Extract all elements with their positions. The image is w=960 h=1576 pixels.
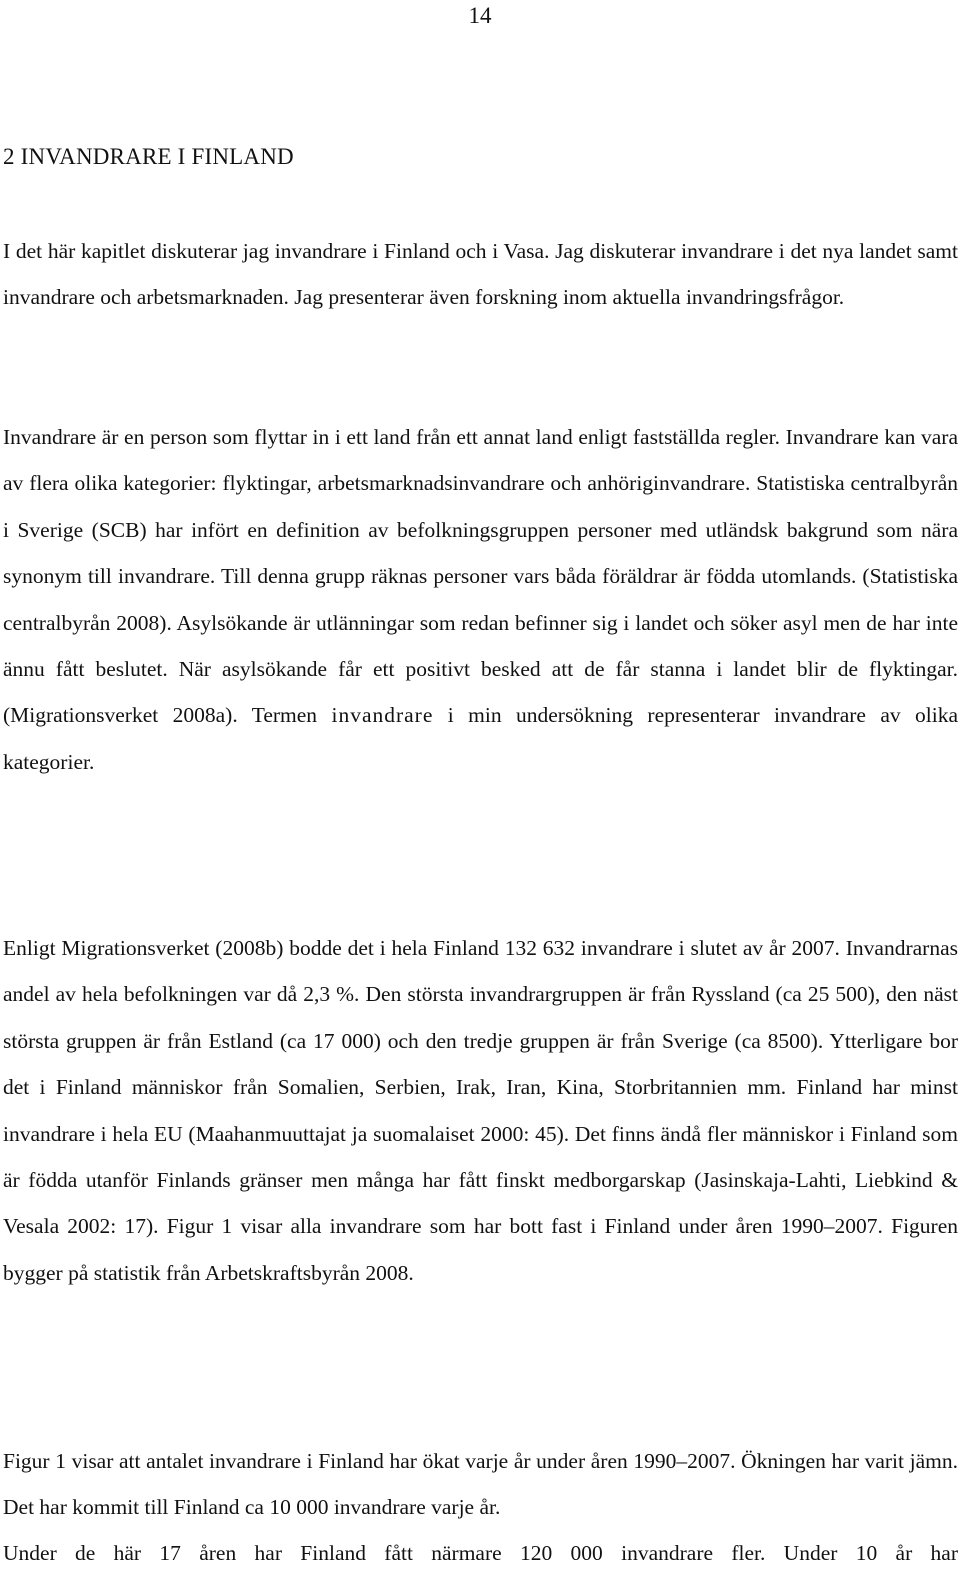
term-invandrare: invandrare [331,703,434,728]
definition-text-before: Invandrare är en person som flyttar in i ett land från ett annat land enligt fastställda regler. Invandrare kan vara av flera olika kategorier: flyktingar, arbetsmarknadsinvandrare och anhöriginvandrare. Statistiska centralbyrån i Sverige (SCB) har infört en definition av befolkningsgruppen personer med utländsk bakgrund som nära synonym till invandrare. Till denna grupp räknas personer vars båda föräldrar är födda utomlands. (Statistiska centralbyrån 2008). Asylsökande är utlänningar som redan befinner sig i landet och söker asyl men de har inte ännu fått beslutet. När asylsökande får ett positivt besked att de får stanna i landet blir de flyktingar. (Migrationsverket 2008a). Termen [3,425,958,728]
definition-paragraph [3,414,958,785]
figure-paragraph: Figur 1 visar att antalet invandrare i Finland har ökat varje år under åren 1990–2007. Ökningen har varit jämn. Det har kommit till Finland ca 10 000 invandrare varje år. [3,1449,958,1520]
figure-paragraph-continued: Under de här 17 åren har Finland fått närmare 120 000 invandrare fler. Under 10 år har [3,1541,958,1565]
page-number: 14 [468,3,492,28]
intro-paragraph: I det här kapitlet diskuterar jag invandrare i Finland och i Vasa. Jag diskuterar invandrare i det nya landet samt invandrare och arbetsmarknaden. Jag presenterar även forskning inom aktuella invandringsfrågor. [3,239,958,310]
chapter-heading: 2 INVANDRARE I FINLAND [3,144,294,169]
statistics-paragraph: Enligt Migrationsverket (2008b) bodde det i hela Finland 132 632 invandrare i slutet av år 2007. Invandrarnas andel av hela befolkningen var då 2,3 %. Den största invandrargruppen är från Ryssland (ca 25 500), den näst största gruppen är från Estland (ca 17 000) och den tredje gruppen är från Sverige (ca 8500). Ytterligare bor det i Finland människor från Somalien, Serbien, Irak, Iran, Kina, Storbritannien mm. Finland har minst invandrare i hela EU (Maahanmuuttajat ja suomalaiset 2000: 45). Det finns ändå fler människor i Finland som är födda utanför Finlands gränser men många har fått finskt medborgarskap (Jasinskaja-Lahti, Liebkind & Vesala 2002: 17). Figur 1 visar alla invandrare som har bott fast i Finland under åren 1990–2007. Figuren bygger på statistik från Arbetskraftsbyrån 2008. [3,936,958,1285]
definition-text-after: i min undersökning representerar invandrare av olika kategorier. [3,703,959,774]
